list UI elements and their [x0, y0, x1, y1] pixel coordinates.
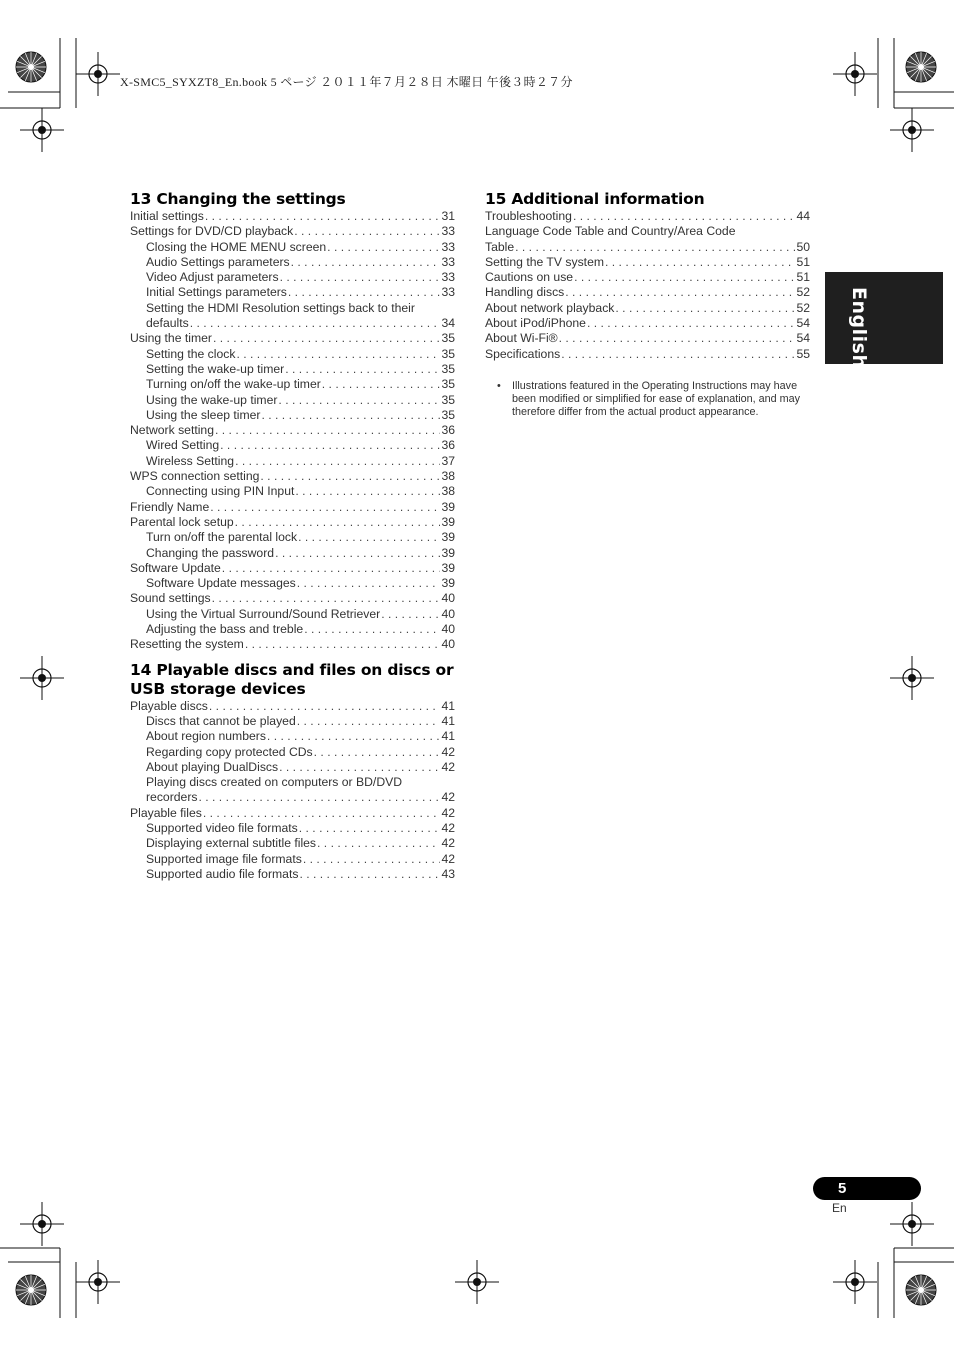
toc-entry[interactable]: About region numbers . . . 41	[130, 729, 455, 744]
toc-entry[interactable]: Using the sleep timer . . . 35	[130, 408, 455, 423]
language-tab-label: English	[848, 287, 870, 369]
toc-entry[interactable]: Turning on/off the wake-up timer . . . 35	[130, 377, 455, 392]
toc-entry[interactable]: Network setting . . . 36	[130, 423, 455, 438]
toc-entry[interactable]: Setting the clock . . . 35	[130, 347, 455, 362]
toc-entry[interactable]: Playable discs . . . 41	[130, 699, 455, 714]
toc-right-column	[485, 190, 810, 362]
bullet: •	[497, 380, 501, 392]
toc-entry[interactable]: Cautions on use . . . 51	[485, 270, 810, 285]
toc-entry[interactable]: Using the wake-up timer . . . 35	[130, 393, 455, 408]
toc-entry[interactable]: About Wi-Fi® . . . 54	[485, 331, 810, 346]
toc-entry[interactable]: Wired Setting . . . 36	[130, 438, 455, 453]
language-tab	[825, 272, 943, 364]
toc-entry[interactable]: Closing the HOME MENU screen . . . 33	[130, 240, 455, 255]
toc-entry[interactable]: Supported image file formats . . . 42	[130, 852, 455, 867]
toc-entry[interactable]: Supported audio file formats . . . 43	[130, 867, 455, 882]
page-number-badge	[813, 1177, 921, 1200]
toc-entry[interactable]: Friendly Name . . . 39	[130, 500, 455, 515]
section-title-14: 14 Playable discs and files on discs or USB storage devices	[130, 660, 454, 698]
toc-entry[interactable]: Connecting using PIN Input . . . 38	[130, 484, 455, 499]
toc-entry[interactable]: About playing DualDiscs . . . 42	[130, 760, 455, 775]
toc-entry[interactable]: Parental lock setup . . . 39	[130, 515, 455, 530]
toc-entry[interactable]: Setting the HDMI Resolution settings back to their defaults . . . 34	[130, 301, 455, 332]
toc-entry[interactable]: Troubleshooting . . . 44	[485, 209, 810, 224]
note-text: Illustrations featured in the Operating Instructions may have been modified or simplified for ease of explanation, and may therefore differ from the actual product appearance.	[512, 380, 801, 418]
toc-entry[interactable]: Handling discs . . . 52	[485, 285, 810, 300]
toc-entry[interactable]: About network playback . . . 52	[485, 301, 810, 316]
toc-entry[interactable]: Setting the TV system . . . 51	[485, 255, 810, 270]
toc-entry[interactable]: Initial Settings parameters . . . 33	[130, 285, 455, 300]
toc-entry[interactable]: Regarding copy protected CDs . . . 42	[130, 745, 455, 760]
toc-entry[interactable]: Resetting the system . . . 40	[130, 637, 455, 652]
toc-entry[interactable]: Setting the wake-up timer . . . 35	[130, 362, 455, 377]
toc-entry[interactable]: Specifications . . . 55	[485, 347, 810, 362]
toc-entry[interactable]: Discs that cannot be played . . . 41	[130, 714, 455, 729]
toc-entry[interactable]: Wireless Setting . . . 37	[130, 454, 455, 469]
illustration-note	[497, 380, 813, 419]
toc-entry[interactable]: Adjusting the bass and treble . . . 40	[130, 622, 455, 637]
page-language: En	[832, 1201, 847, 1215]
print-header: X-SMC5_SYXZT8_En.book 5 ページ ２０１１年７月２８日 木曜日 午後３時２７分	[120, 75, 573, 89]
toc-entry[interactable]: Audio Settings parameters . . . 33	[130, 255, 455, 270]
toc-entry[interactable]: Using the Virtual Surround/Sound Retriever . . . 40	[130, 607, 455, 622]
toc-entry[interactable]: Software Update messages . . . 39	[130, 576, 455, 591]
toc-entry[interactable]: Turn on/off the parental lock . . . 39	[130, 530, 455, 545]
section-title-15: 15 Additional information	[485, 190, 705, 208]
toc-entry[interactable]: Supported video file formats . . . 42	[130, 821, 455, 836]
page-number: 5	[838, 1180, 847, 1197]
toc-entry[interactable]: Settings for DVD/CD playback . . . 33	[130, 224, 455, 239]
toc-entry[interactable]: Displaying external subtitle files . . . 42	[130, 836, 455, 851]
toc-left-column	[130, 190, 455, 882]
toc-list-14	[130, 699, 455, 883]
toc-entry[interactable]: Video Adjust parameters . . . 33	[130, 270, 455, 285]
toc-entry[interactable]: Playable files . . . 42	[130, 806, 455, 821]
toc-entry[interactable]: About iPod/iPhone . . . 54	[485, 316, 810, 331]
section-title-13: 13 Changing the settings	[130, 190, 346, 208]
toc-list-15	[485, 209, 810, 362]
toc-entry[interactable]: Sound settings . . . 40	[130, 591, 455, 606]
toc-entry[interactable]: Language Code Table and Country/Area Code Table . . . 50	[485, 224, 810, 255]
toc-entry[interactable]: Software Update . . . 39	[130, 561, 455, 576]
toc-entry[interactable]: Playing discs created on computers or BD/DVD recorders . . . 42	[130, 775, 455, 806]
toc-entry[interactable]: WPS connection setting . . . 38	[130, 469, 455, 484]
toc-entry[interactable]: Using the timer . . . 35	[130, 331, 455, 346]
toc-entry[interactable]: Changing the password . . . 39	[130, 546, 455, 561]
toc-entry[interactable]: Initial settings . . . 31	[130, 209, 455, 224]
toc-list-13	[130, 209, 455, 653]
